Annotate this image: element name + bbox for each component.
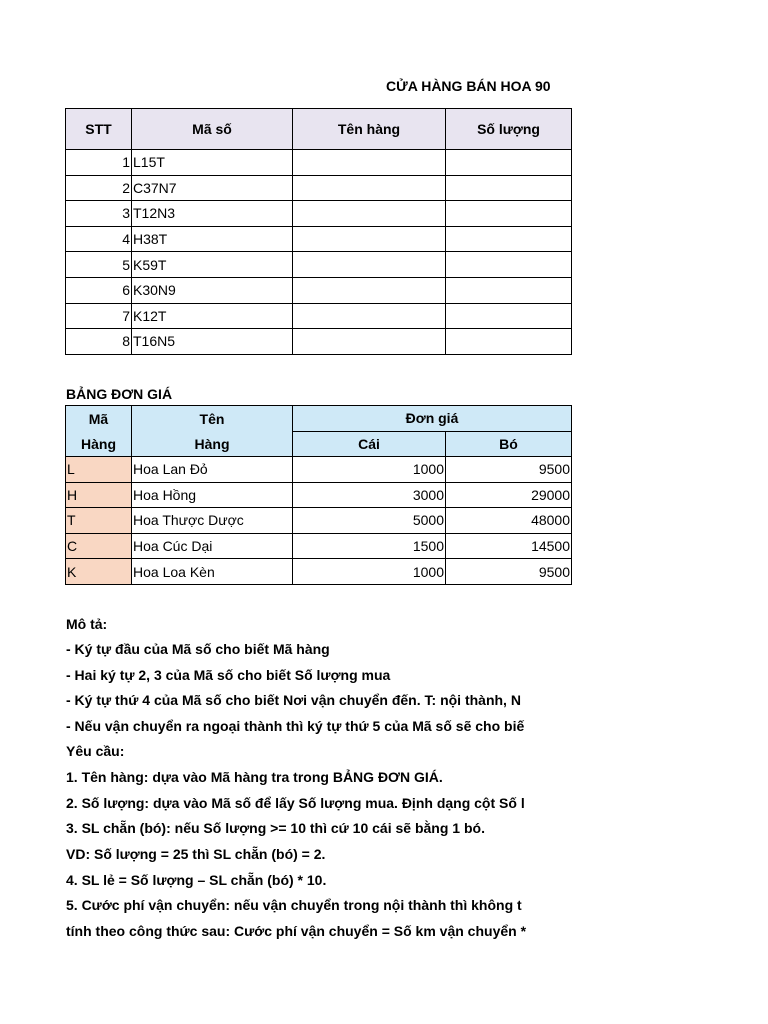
description-line: - Hai ký tự 2, 3 của Mã số cho biết Số lượng mua — [66, 667, 391, 683]
header-ma-hang-bottom: Hàng — [66, 431, 132, 457]
description-line: - Ký tự đầu của Mã số cho biết Mã hàng — [66, 641, 330, 657]
cell-ma-so[interactable]: T12N3 — [132, 201, 293, 227]
cell-ma-so[interactable]: H38T — [132, 226, 293, 252]
cell-stt[interactable]: 8 — [66, 329, 132, 355]
header-ma-so: Mã số — [132, 109, 293, 150]
description-line: - Nếu vận chuyển ra ngoại thành thì ký tự thứ 5 của Mã số sẽ cho biế — [66, 718, 525, 734]
header-ten-hang: Tên hàng — [293, 109, 446, 150]
requirement-line: 4. SL lẻ = Số lượng – SL chẵn (bó) * 10. — [66, 872, 327, 888]
cell-ten-hang[interactable]: Hoa Lan Đỏ — [132, 457, 293, 483]
cell-ma-so[interactable]: K12T — [132, 303, 293, 329]
cell-gia-bo[interactable]: 48000 — [446, 508, 572, 534]
cell-gia-cai[interactable]: 1500 — [293, 533, 446, 559]
yeu-cau-label: Yêu cầu: — [66, 743, 125, 759]
cell-gia-bo[interactable]: 9500 — [446, 457, 572, 483]
cell-stt[interactable]: 1 — [66, 150, 132, 176]
cell-gia-bo[interactable]: 14500 — [446, 533, 572, 559]
header-ten-hang-bottom: Hàng — [132, 431, 293, 457]
cell-stt[interactable]: 5 — [66, 252, 132, 278]
cell-stt[interactable]: 7 — [66, 303, 132, 329]
cell-ma-hang[interactable]: T — [66, 508, 132, 534]
requirement-line: tính theo công thức sau: Cước phí vận chuyển = Số km vận chuyển * — [66, 923, 527, 939]
cell-stt[interactable]: 2 — [66, 175, 132, 201]
mo-ta-label: Mô tả: — [66, 616, 108, 632]
header-so-luong: Số lượng — [446, 109, 572, 150]
header-ten-hang-top: Tên — [132, 406, 293, 432]
cell-ma-hang[interactable]: K — [66, 559, 132, 585]
header-stt: STT — [66, 109, 132, 150]
header-cai: Cái — [293, 431, 446, 457]
cell-ma-so[interactable]: C37N7 — [132, 175, 293, 201]
cell-ma-hang[interactable]: H — [66, 482, 132, 508]
cell-gia-cai[interactable]: 1000 — [293, 559, 446, 585]
cell-gia-cai[interactable]: 3000 — [293, 482, 446, 508]
cell-ma-hang[interactable]: C — [66, 533, 132, 559]
header-bo: Bó — [446, 431, 572, 457]
cell-gia-cai[interactable]: 5000 — [293, 508, 446, 534]
cell-stt[interactable]: 3 — [66, 201, 132, 227]
cell-stt[interactable]: 4 — [66, 226, 132, 252]
requirement-line: 1. Tên hàng: dựa vào Mã hàng tra trong BẢNG ĐƠN GIÁ. — [66, 769, 443, 785]
header-don-gia: Đơn giá — [293, 406, 572, 432]
requirement-line: 3. SL chẵn (bó): nếu Số lượng >= 10 thì cứ 10 cái sẽ bằng 1 bó. — [66, 820, 485, 836]
page-title: CỬA HÀNG BÁN HOA 90 — [386, 78, 551, 94]
requirement-line: 2. Số lượng: dựa vào Mã số để lấy Số lượng mua. Định dạng cột Số l — [66, 795, 525, 811]
cell-ten-hang[interactable]: Hoa Loa Kèn — [132, 559, 293, 585]
price-table-title: BẢNG ĐƠN GIÁ — [66, 386, 173, 402]
cell-ten-hang[interactable]: Hoa Cúc Dại — [132, 533, 293, 559]
cell-ma-so[interactable]: L15T — [132, 150, 293, 176]
cell-gia-bo[interactable]: 9500 — [446, 559, 572, 585]
cell-stt[interactable]: 6 — [66, 277, 132, 303]
description-line: - Ký tự thứ 4 của Mã số cho biết Nơi vận chuyển đến. T: nội thành, N — [66, 692, 521, 708]
cell-gia-cai[interactable]: 1000 — [293, 457, 446, 483]
cell-gia-bo[interactable]: 29000 — [446, 482, 572, 508]
example-line: VD: Số lượng = 25 thì SL chẵn (bó) = 2. — [66, 846, 326, 862]
cell-ten-hang[interactable]: Hoa Thược Dược — [132, 508, 293, 534]
cell-ten-hang[interactable]: Hoa Hồng — [132, 482, 293, 508]
cell-ma-so[interactable]: K59T — [132, 252, 293, 278]
requirement-line: 5. Cước phí vận chuyển: nếu vận chuyển trong nội thành thì không t — [66, 897, 522, 913]
cell-ma-so[interactable]: K30N9 — [132, 277, 293, 303]
header-ma-hang-top: Mã — [66, 406, 132, 432]
cell-ma-hang[interactable]: L — [66, 457, 132, 483]
cell-ma-so[interactable]: T16N5 — [132, 329, 293, 355]
